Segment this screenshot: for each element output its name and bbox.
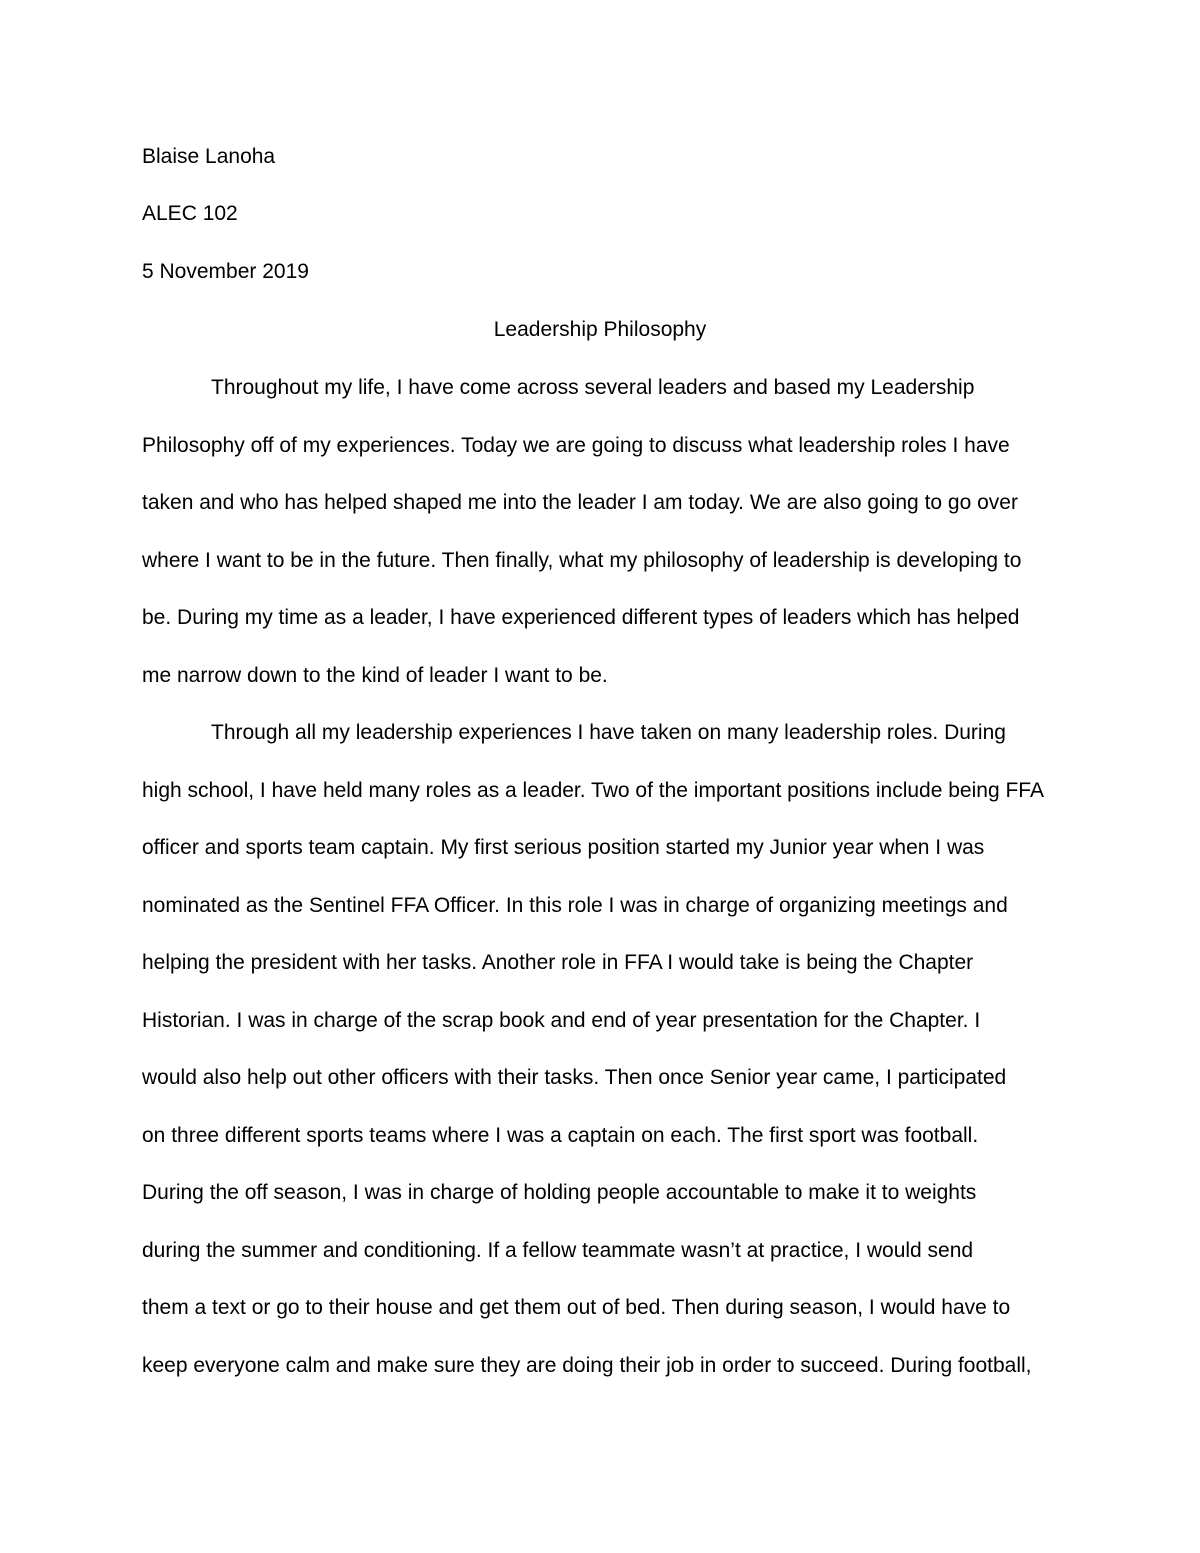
author-name: Blaise Lanoha bbox=[142, 145, 276, 168]
paragraph-2-line-12: keep everyone calm and make sure they are doing their job in order to succeed. During football, bbox=[142, 1354, 1032, 1377]
course-name: ALEC 102 bbox=[142, 202, 238, 225]
paragraph-1-line-3: taken and who has helped shaped me into the leader I am today. We are also going to go over bbox=[142, 491, 1018, 514]
paragraph-1-line-5: be. During my time as a leader, I have experienced different types of leaders which has helped bbox=[142, 606, 1020, 629]
paragraph-1-line-2: Philosophy off of my experiences. Today we are going to discuss what leadership roles I have bbox=[142, 434, 1010, 457]
paragraph-2-line-10: during the summer and conditioning. If a fellow teammate wasn’t at practice, I would send bbox=[142, 1239, 974, 1262]
paragraph-2-line-4: nominated as the Sentinel FFA Officer. In this role I was in charge of organizing meetings and bbox=[142, 894, 1008, 917]
paragraph-2-line-3: officer and sports team captain. My first serious position started my Junior year when I was bbox=[142, 836, 985, 859]
paragraph-2-line-2: high school, I have held many roles as a leader. Two of the important positions include being FFA bbox=[142, 779, 1044, 802]
document-date: 5 November 2019 bbox=[142, 260, 309, 283]
paragraph-2-line-9: During the off season, I was in charge of holding people accountable to make it to weights bbox=[142, 1181, 977, 1204]
paragraph-2-line-1: Through all my leadership experiences I have taken on many leadership roles. During bbox=[211, 721, 1006, 744]
paragraph-1-line-4: where I want to be in the future. Then finally, what my philosophy of leadership is developing to bbox=[142, 549, 1022, 572]
paragraph-2-line-5: helping the president with her tasks. Another role in FFA I would take is being the Chapter bbox=[142, 951, 974, 974]
paragraph-2-line-6: Historian. I was in charge of the scrap book and end of year presentation for the Chapter. I bbox=[142, 1009, 981, 1032]
paragraph-2-line-7: would also help out other officers with their tasks. Then once Senior year came, I participated bbox=[142, 1066, 1007, 1089]
document-title: Leadership Philosophy bbox=[493, 318, 707, 341]
paragraph-2-line-8: on three different sports teams where I was a captain on each. The first sport was football. bbox=[142, 1124, 979, 1147]
paragraph-1-line-6: me narrow down to the kind of leader I want to be. bbox=[142, 664, 608, 687]
paragraph-2-line-11: them a text or go to their house and get them out of bed. Then during season, I would have to bbox=[142, 1296, 1011, 1319]
paragraph-1-line-1: Throughout my life, I have come across several leaders and based my Leadership bbox=[211, 376, 975, 399]
